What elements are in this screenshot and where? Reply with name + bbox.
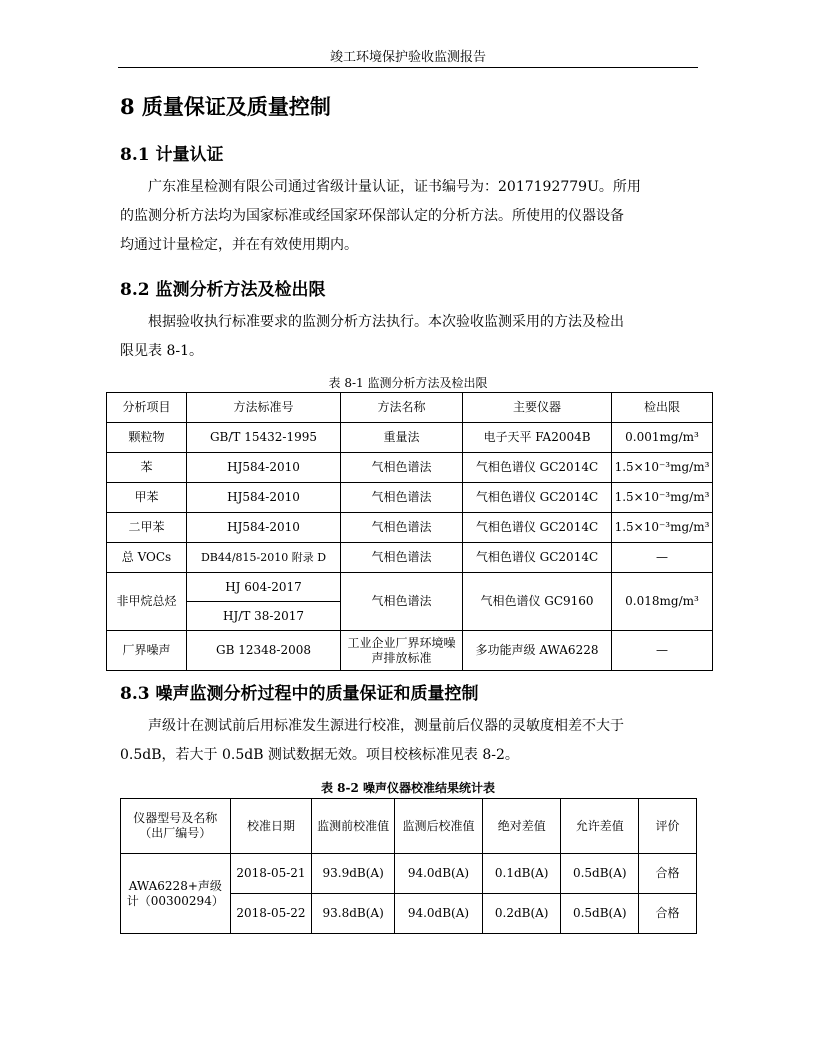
table-cell: 94.0dB(A) (395, 854, 483, 894)
section-8-2-heading: 8.2 监测分析方法及检出限 (120, 280, 326, 300)
table-header-row (121, 799, 697, 854)
section-8-2-paragraph (120, 308, 700, 366)
section-8-3-heading: 8.3 噪声监测分析过程中的质量保证和质量控制 (120, 684, 479, 704)
table-row (107, 543, 713, 573)
table-cell: 1.5×10⁻³mg/m³ (612, 513, 713, 543)
table-cell: 0.1dB(A) (482, 854, 561, 894)
table-cell: HJ584-2010 (187, 453, 341, 483)
paragraph-line: 根据验收执行标准要求的监测分析方法执行。本次验收监测采用的方法及检出 (148, 314, 624, 330)
table-row (107, 453, 713, 483)
table-cell: 94.0dB(A) (395, 894, 483, 934)
table-cell: 工业企业厂界环境噪声排放标准 (341, 631, 463, 671)
table-cell: — (612, 543, 713, 573)
column-header: 评价 (639, 799, 697, 854)
table-cell: GB/T 15432-1995 (187, 423, 341, 453)
table-8-2-caption: 表 8-2 噪声仪器校准结果统计表 (320, 781, 496, 795)
table-row (107, 483, 713, 513)
section-8-3-paragraph (120, 712, 700, 770)
table-cell: 0.001mg/m³ (612, 423, 713, 453)
table-cell: 气相色谱法 (341, 573, 463, 631)
section-8-1-heading: 8.1 计量认证 (120, 145, 224, 165)
table-cell: 非甲烷总烃 (107, 573, 187, 631)
table-cell: 气相色谱仪 GC2014C (463, 453, 612, 483)
table-cell: 93.9dB(A) (312, 854, 395, 894)
table-cell: 厂界噪声 (107, 631, 187, 671)
table-cell: 0.5dB(A) (561, 854, 639, 894)
table-cell: 气相色谱仪 GC2014C (463, 513, 612, 543)
table-cell: 气相色谱仪 GC2014C (463, 543, 612, 573)
table-cell: AWA6228+声级计（00300294） (121, 854, 231, 934)
table-header-row (107, 393, 713, 423)
table-row (107, 631, 713, 671)
paragraph-line: 的监测分析方法均为国家标准或经国家环保部认定的分析方法。所使用的仪器设备 (120, 208, 624, 224)
column-header: 监测后校准值 (395, 799, 483, 854)
table-cell: 气相色谱法 (341, 453, 463, 483)
table-cell: 多功能声级 AWA6228 (463, 631, 612, 671)
table-cell: DB44/815-2010 附录 D (187, 543, 341, 573)
table-cell: HJ584-2010 (187, 513, 341, 543)
paragraph-line: 限见表 8-1。 (120, 343, 203, 359)
paragraph-line: 广东准星检测有限公司通过省级计量认证，证书编号为：2017192779U。所用 (148, 179, 641, 195)
column-header: 绝对差值 (482, 799, 561, 854)
table-cell: 合格 (639, 854, 697, 894)
table-cell: 2018-05-21 (230, 854, 312, 894)
table-cell: 气相色谱法 (341, 513, 463, 543)
table-cell: 二甲苯 (107, 513, 187, 543)
table-cell: 颗粒物 (107, 423, 187, 453)
column-header: 仪器型号及名称（出厂编号） (121, 799, 231, 854)
page-header-title: 竣工环境保护验收监测报告 (329, 50, 486, 65)
table-cell: 合格 (639, 894, 697, 934)
table-row (121, 854, 697, 894)
table-cell: 0.018mg/m³ (612, 573, 713, 631)
table-cell: — (612, 631, 713, 671)
table-cell: 气相色谱仪 GC2014C (463, 483, 612, 513)
table-cell: 总 VOCs (107, 543, 187, 573)
column-header: 允许差值 (561, 799, 639, 854)
paragraph-line: 均通过计量检定，并在有效使用期内。 (120, 237, 358, 253)
paragraph-line: 声级计在测试前后用标准发生源进行校准，测量前后仪器的灵敏度相差不大于 (148, 718, 624, 734)
table-cell: 1.5×10⁻³mg/m³ (612, 483, 713, 513)
column-header: 监测前校准值 (312, 799, 395, 854)
table-row (107, 513, 713, 543)
table-cell: 甲苯 (107, 483, 187, 513)
paragraph-line: 0.5dB，若大于 0.5dB 测试数据无效。项目校核标准见表 8-2。 (120, 747, 519, 763)
table-cell: 0.5dB(A) (561, 894, 639, 934)
table-cell: 气相色谱仪 GC9160 (463, 573, 612, 631)
table-cell: 93.8dB(A) (312, 894, 395, 934)
table-row (107, 573, 713, 602)
column-header: 方法标准号 (187, 393, 341, 423)
table-8-2-calibration (120, 798, 697, 934)
table-cell: 2018-05-22 (230, 894, 312, 934)
table-cell: HJ/T 38-2017 (187, 602, 341, 631)
table-cell: 1.5×10⁻³mg/m³ (612, 453, 713, 483)
table-8-1-methods (106, 392, 713, 671)
table-8-1-caption: 表 8-1 监测分析方法及检出限 (328, 376, 488, 390)
table-cell: HJ584-2010 (187, 483, 341, 513)
column-header: 方法名称 (341, 393, 463, 423)
column-header: 校准日期 (230, 799, 312, 854)
table-cell: 气相色谱法 (341, 483, 463, 513)
table-cell: GB 12348-2008 (187, 631, 341, 671)
table-cell: 0.2dB(A) (482, 894, 561, 934)
table-cell: 苯 (107, 453, 187, 483)
column-header: 分析项目 (107, 393, 187, 423)
table-cell: 重量法 (341, 423, 463, 453)
section-8-heading: 8 质量保证及质量控制 (120, 94, 331, 119)
column-header: 检出限 (612, 393, 713, 423)
column-header: 主要仪器 (463, 393, 612, 423)
table-row (107, 423, 713, 453)
table-cell: 气相色谱法 (341, 543, 463, 573)
table-cell: 电子天平 FA2004B (463, 423, 612, 453)
section-8-1-paragraph (120, 173, 700, 260)
table-cell: HJ 604-2017 (187, 573, 341, 602)
header-divider (118, 67, 698, 68)
